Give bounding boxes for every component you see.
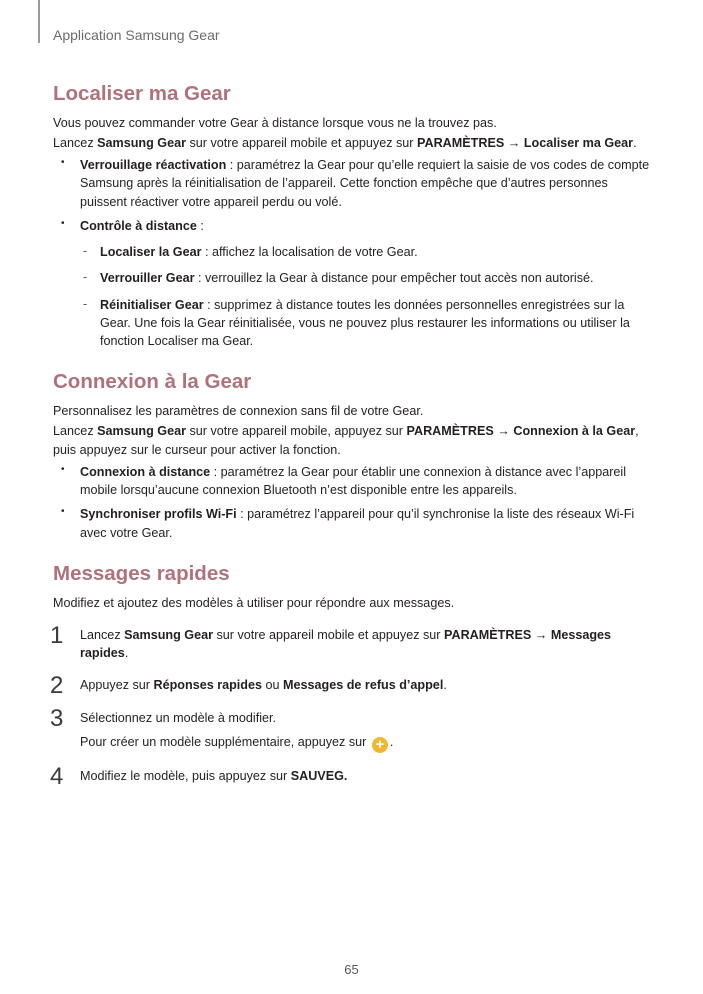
step-note: Pour créer un modèle supplémentaire, appuyez sur + . bbox=[80, 734, 394, 753]
section-localiser bbox=[53, 80, 653, 350]
section-messages bbox=[50, 560, 653, 790]
header-rule bbox=[38, 0, 40, 43]
step-number: 2 bbox=[50, 672, 64, 700]
sub-item: - Réinitialiser Gear : supprimez à distance toutes les données personnelles enregistrées sur la Gear. Une fois la Gear réinitialisée, vous ne pouvez plus restaurer les informations ou utiliser la fonction Localiser ma Gear. bbox=[80, 296, 653, 351]
step-item: 1 Lancez Samsung Gear sur votre appareil mobile et appuyez sur PARAMÈTRES → Messages rapides. bbox=[50, 621, 612, 661]
page-content bbox=[50, 80, 653, 803]
sub-item: - Localiser la Gear : affichez la localisation de votre Gear. bbox=[80, 243, 653, 261]
section-intro: Vous pouvez commander votre Gear à distance lorsque vous ne la trouvez pas. bbox=[53, 115, 497, 130]
bullet-item: • Synchroniser profils Wi-Fi : paramétrez l’appareil pour qu’il synchronise la liste des réseaux Wi-Fi avec votre Gear. bbox=[53, 505, 653, 542]
bullet-item: • Verrouillage réactivation : paramétrez la Gear pour qu’elle requiert la saisie de vos codes de compte Samsung après la réinitialisation de l’appareil. Cette fonction empêche que d’autres personnes puissent réactiver votre appareil perdu ou volé. bbox=[53, 156, 653, 211]
page-number: 65 bbox=[344, 962, 359, 977]
section-intro: Personnalisez les paramètres de connexion sans fil de votre Gear. bbox=[53, 404, 424, 419]
step-number: 3 bbox=[50, 704, 64, 732]
instruction-paragraph: Lancez Samsung Gear sur votre appareil mobile, appuyez sur PARAMÈTRES → Connexion à la Gear, puis appuyez sur le curseur pour activer la fonction. bbox=[53, 424, 639, 457]
plus-circle-icon: + bbox=[372, 737, 388, 753]
bullet-item: • Contrôle à distance : - Localiser la Gear : affichez la localisation de votre Gear. - Verrouiller Gear : verrouillez la Gear à distance pour empêcher tout accès non autorisé. - Réinitialiser Gear : supprimez à distance toutes les données personnelles enregistrées sur la Gear. Une fois la Gear réinitialisée, vous ne pouvez plus restaurer les informations ou utiliser la fonction Localiser ma Gear. bbox=[53, 217, 653, 351]
sub-list bbox=[80, 243, 653, 350]
section-title: Messages rapides bbox=[53, 561, 230, 585]
section-connexion bbox=[53, 368, 653, 541]
section-title: Localiser ma Gear bbox=[53, 82, 231, 105]
step-item: 3 Sélectionnez un modèle à modifier. Pour créer un modèle supplémentaire, appuyez sur + . bbox=[53, 709, 653, 753]
running-header: Application Samsung Gear bbox=[53, 27, 220, 43]
section-intro: Modifiez et ajoutez des modèles à utiliser pour répondre aux messages. bbox=[53, 595, 455, 610]
step-item: 4 Modifiez le modèle, puis appuyez sur SAUVEG. bbox=[53, 767, 653, 785]
step-number: 4 bbox=[50, 762, 64, 790]
step-item: 2 Appuyez sur Réponses rapides ou Messages de refus d’appel. bbox=[53, 676, 653, 694]
step-number: 1 bbox=[50, 621, 64, 649]
bullet-list bbox=[53, 156, 653, 350]
section-title: Connexion à la Gear bbox=[53, 370, 252, 394]
step-list bbox=[50, 621, 653, 790]
sub-item: - Verrouiller Gear : verrouillez la Gear à distance pour empêcher tout accès non autorisé. bbox=[80, 269, 653, 287]
bullet-list bbox=[53, 463, 653, 542]
instruction-paragraph: Lancez Samsung Gear sur votre appareil mobile et appuyez sur PARAMÈTRES → Localiser ma Gear. bbox=[53, 135, 637, 150]
bullet-item: • Connexion à distance : paramétrez la Gear pour établir une connexion à distance avec l’appareil mobile lorsqu’aucune connexion Bluetooth n’est disponible entre les appareils. bbox=[53, 463, 653, 500]
